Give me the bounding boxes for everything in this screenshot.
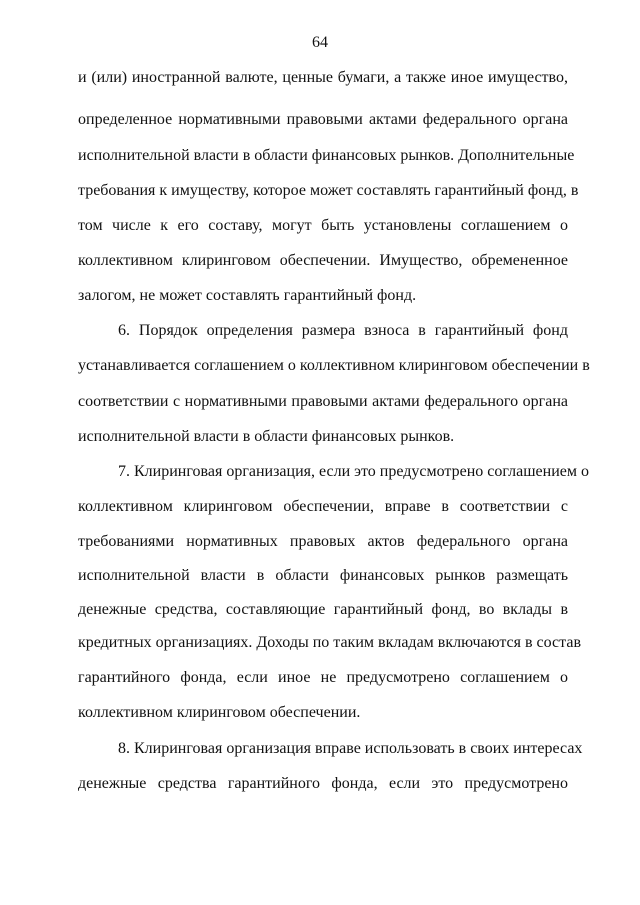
text-line: требованиями нормативных правовых актов федерального органа <box>78 533 568 550</box>
text-line: исполнительной власти в области финансовых рынков. Дополнительные <box>78 147 575 164</box>
text-line: денежные средства, составляющие гарантийный фонд, во вклады в <box>78 601 568 618</box>
paragraph-start-line: 6. Порядок определения размера взноса в гарантийный фонд <box>118 322 568 339</box>
text-line: соответствии с нормативными правовыми актами федерального органа <box>78 393 568 410</box>
paragraph-start-line: 8. Клиринговая организация вправе использовать в своих интересах <box>118 740 583 757</box>
text-line: определенное нормативными правовыми актами федерального органа <box>78 111 568 128</box>
text-line: исполнительной власти в области финансовых рынков размещать <box>78 567 568 584</box>
text-line: гарантийного фонда, если иное не предусмотрено соглашением о <box>78 669 568 686</box>
text-line: устанавливается соглашением о коллективном клиринговом обеспечении в <box>78 357 590 374</box>
text-line: требования к имуществу, которое может составлять гарантийный фонд, в <box>78 182 579 199</box>
text-line: и (или) иностранной валюте, ценные бумаги, а также иное имущество, <box>78 69 568 86</box>
paragraph-start-line: 7. Клиринговая организация, если это предусмотрено соглашением о <box>118 463 589 480</box>
text-line: залогом, не может составлять гарантийный фонд. <box>78 287 417 304</box>
text-line: коллективном клиринговом обеспечении. <box>78 704 361 721</box>
page-number: 64 <box>312 34 328 51</box>
text-line: коллективном клиринговом обеспечении. Имущество, обремененное <box>78 252 568 269</box>
text-line: том числе к его составу, могут быть установлены соглашением о <box>78 217 568 234</box>
text-line: коллективном клиринговом обеспечении, вправе в соответствии с <box>78 498 568 515</box>
text-line: денежные средства гарантийного фонда, если это предусмотрено <box>78 775 568 792</box>
text-line: исполнительной власти в области финансовых рынков. <box>78 428 455 445</box>
text-line: кредитных организациях. Доходы по таким вкладам включаются в состав <box>78 634 581 651</box>
